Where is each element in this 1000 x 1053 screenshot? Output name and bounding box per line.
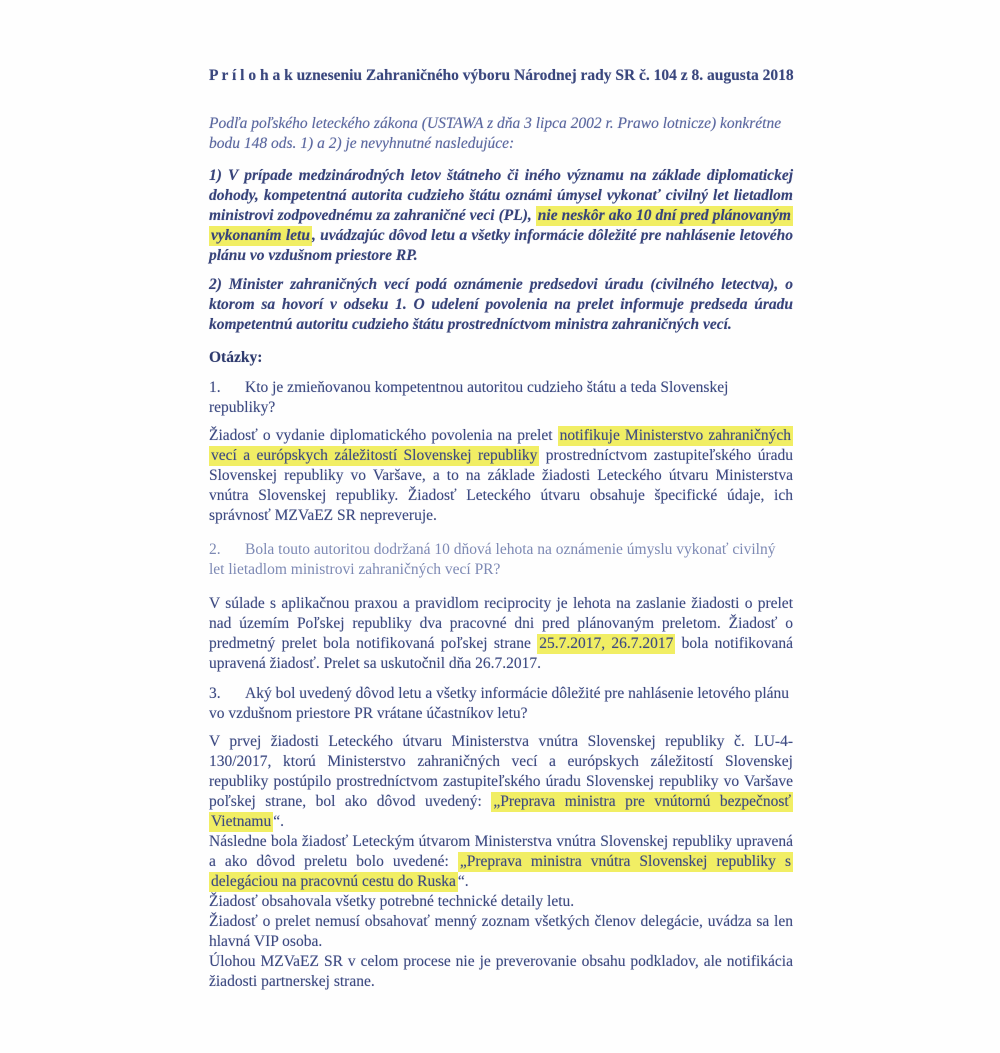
- highlighted-text: 25.7.2017, 26.7.2017: [539, 635, 674, 652]
- question-1-text: Kto je zmieňovanou kompetentnou autoritou cudzieho štátu a teda Slovenskej republiky?: [209, 379, 729, 416]
- answer-3-paragraph-5: Úlohou MZVaEZ SR v celom procese nie je preverovanie obsahu podkladov, ale notifikácia žiadosti partnerskej strane.: [209, 953, 793, 990]
- highlighted-text: notifikuje Ministerstvo zahraničných vecí a európskych záležitostí Slovenskej republiky: [211, 427, 791, 464]
- document-title: P r í l o h a k uzneseniu Zahraničného výboru Národnej rady SR č. 104 z 8. augusta 2018: [209, 67, 794, 84]
- answer-3-paragraph-2: [209, 832, 793, 892]
- text-run: Žiadosť o vydanie diplomatického povolenia na prelet: [209, 427, 558, 444]
- answer-3-paragraph-4: Žiadosť o prelet nemusí obsahovať menný zoznam všetkých členov delegácie, uvádza sa len hlavná VIP osoba.: [209, 913, 793, 950]
- question-3-number: 3.: [209, 685, 221, 702]
- question-2-text: Bola touto autoritou dodržaná 10 dňová lehota na oznámenie úmyslu vykonať civilný let lietadlom ministrovi zahraničných vecí PR?: [209, 541, 776, 578]
- intro-paragraph: Podľa poľského leteckého zákona (USTAWA z dňa 3 lipca 2002 r. Prawo lotnicze) konkrétne bodu 148 ods. 1) a 2) je nevyhnutné nasledujúce:: [209, 115, 782, 152]
- question-3-text: Aký bol uvedený dôvod letu a všetky informácie dôležité pre nahlásenie letového plánu vo vzdušnom priestore PR vrátane účastníkov letu?: [209, 685, 790, 722]
- text-run: “.: [457, 873, 469, 890]
- question-1: [209, 378, 793, 418]
- question-1-number: 1.: [209, 379, 221, 396]
- text-run: V prvej žiadosti Leteckého útvaru Ministerstva vnútra Slovenskej republiky č. LU-4-130/2017, ktorú Ministerstvo zahraničných vecí a európskych záležitostí Slovenskej republiky postúpilo prostredníctvom zastupiteľského úradu Slovenskej republiky vo Varšave poľskej strane, bol ako dôvod uvedený:: [209, 733, 793, 810]
- text-run: Následne bola žiadosť Leteckým útvarom Ministerstva vnútra Slovenskej republiky upravená a ako dôvod preletu bolo uvedené:: [209, 833, 793, 870]
- question-2: [209, 540, 793, 580]
- text-run: bola notifikovaná upravená žiadosť. Prelet sa uskutočnil dňa 26.7.2017.: [209, 635, 794, 672]
- highlighted-text: nie neskôr ako 10 dní pred plánovaným vykonaním letu: [211, 207, 791, 244]
- law-paragraph-2: 2) Minister zahraničných vecí podá oznámenie predsedovi úradu (civilného letectva), o ktorom sa hovorí v odseku 1. O udelení povolenia na prelet informuje predseda úradu kompetentnú autoritu cudzieho štátu prostredníctvom ministra zahraničných vecí.: [209, 276, 793, 333]
- question-3: [209, 684, 793, 724]
- text-run: V súlade s aplikačnou praxou a pravidlom reciprocity je lehota na zaslanie žiadosti o prelet nad územím Poľskej republiky dva pracovné dni pred plánovaným preletom. Žiadosť o predmetný prelet bola notifikovaná poľskej strane: [209, 595, 793, 652]
- answer-3-paragraph-3: Žiadosť obsahovala všetky potrebné technické detaily letu.: [209, 893, 575, 910]
- highlighted-text: „Preprava ministra pre vnútornú bezpečnosť Vietnamu: [211, 793, 791, 830]
- highlighted-text: „Preprava ministra vnútra Slovenskej republiky s delegáciou na pracovnú cestu do Ruska: [211, 853, 791, 890]
- question-2-number: 2.: [209, 541, 221, 558]
- answer-2: [209, 594, 793, 674]
- text-run: prostredníctvom zastupiteľského úradu Slovenskej republiky vo Varšave, a to na základe žiadosti Leteckého útvaru Ministerstva vnútra Slovenskej republiky. Žiadosť Leteckého útvaru obsahuje špecifické údaje, ich správnosť MZVaEZ SR nepreveruje.: [209, 447, 793, 524]
- document-content: [209, 66, 793, 992]
- questions-heading: Otázky:: [209, 349, 263, 366]
- text-run: “.: [273, 813, 284, 830]
- text-run: , uvádzajúc dôvod letu a všetky informácie dôležité pre nahlásenie letového plánu vo vzdušnom priestore RP.: [209, 227, 793, 264]
- law-paragraph-1: [209, 166, 793, 266]
- text-run: 1) V prípade medzinárodných letov štátneho či iného významu na základe diplomatickej dohody, kompetentná autorita cudzieho štátu oznámi úmysel vykonať civilný let lietadlom ministrovi zodpovednému za zahraničné veci (PL),: [209, 167, 793, 224]
- answer-3-paragraph-1: [209, 732, 793, 832]
- answer-1: [209, 426, 793, 526]
